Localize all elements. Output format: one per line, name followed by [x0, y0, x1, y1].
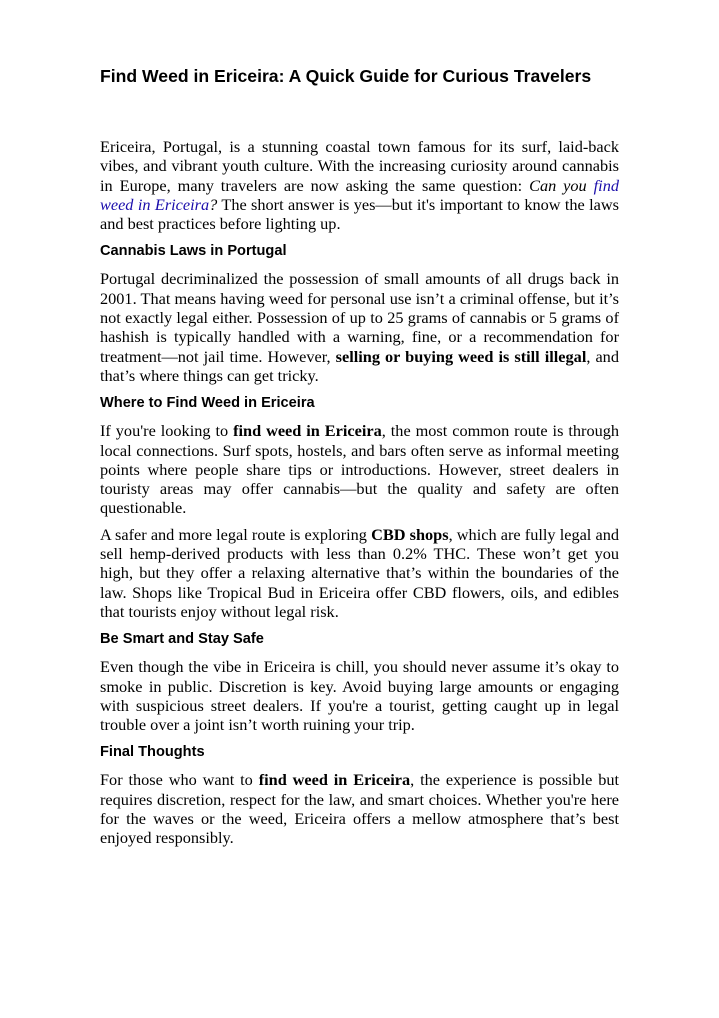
- where-paragraph-1: [100, 421, 619, 517]
- where-bold-2: CBD shops: [371, 524, 449, 544]
- section-heading-where: Where to Find Weed in Ericeira: [100, 395, 315, 412]
- final-bold-text: find weed in Ericeira: [258, 770, 411, 790]
- intro-paragraph: [100, 137, 619, 233]
- section-heading-laws: Cannabis Laws in Portugal: [100, 243, 287, 260]
- section-heading-final: Final Thoughts: [100, 744, 205, 761]
- laws-text-end: , and that’s where things can get tricky.: [100, 346, 619, 385]
- laws-paragraph: [100, 269, 619, 385]
- section-heading-safe: Be Smart and Stay Safe: [100, 631, 264, 648]
- intro-question-start: Can you: [529, 175, 594, 195]
- final-text-end: , the experience is possible but requires discretion, respect for the law, and smart choices. Whether you're here for the waves or the weed, Ericeira offers a mellow atmosphere that’s best enjoyed responsibly.: [100, 770, 620, 848]
- final-paragraph: [100, 770, 619, 847]
- intro-answer: The short answer is yes—but it's important to know the laws and best practices before lighting up.: [100, 194, 620, 234]
- where-paragraph-2: [100, 525, 619, 621]
- final-text: For those who want to: [100, 770, 259, 790]
- find-weed-link[interactable]: find weed in Ericeira: [100, 175, 619, 214]
- intro-question-end: ?: [209, 194, 218, 214]
- intro-text: Ericeira, Portugal, is a stunning coastal town famous for its surf, laid-back vibes, and vibrant youth culture. With the increasing curiosity around cannabis in Europe, many travelers are now asking the same question:: [100, 137, 619, 195]
- where-text-2: A safer and more legal route is exploring: [100, 524, 372, 544]
- laws-bold-text: selling or buying weed is still illegal: [335, 346, 587, 366]
- where-bold-1: find weed in Ericeira: [233, 421, 382, 441]
- where-text-1-end: , the most common route is through local connections. Surf spots, hostels, and bars often serve as informal meeting points where people share tips or introductions. However, street dealers in touristy areas may offer cannabis—but the quality and safety are often questionable.: [100, 421, 620, 518]
- document-page: [100, 64, 619, 855]
- where-text-1: If you're looking to: [100, 421, 234, 441]
- page-title: Find Weed in Ericeira: A Quick Guide for Curious Travelers: [100, 66, 592, 86]
- safe-paragraph: Even though the vibe in Ericeira is chill, you should never assume it’s okay to smoke in public. Discretion is key. Avoid buying large amounts or engaging with suspicious street dealers. If you're a tourist, getting caught up in legal trouble over a joint isn’t worth ruining your trip.: [100, 657, 619, 735]
- where-text-2-end: , which are fully legal and sell hemp-derived products with less than 0.2% THC. These won’t get you high, but they offer a relaxing alternative that’s within the boundaries of the law. Shops like Tropical Bud in Ericeira offer CBD flowers, oils, and edibles that tourists enjoy without legal risk.: [100, 524, 619, 621]
- laws-text: Portugal decriminalized the possession of small amounts of all drugs back in 2001. That means having weed for personal use isn’t a criminal offense, but it’s not exactly legal either. Possession of up to 25 grams of cannabis or 5 grams of hashish is typically handled with a warning, fine, or a recommendation for treatment—not jail time. However,: [100, 269, 619, 366]
